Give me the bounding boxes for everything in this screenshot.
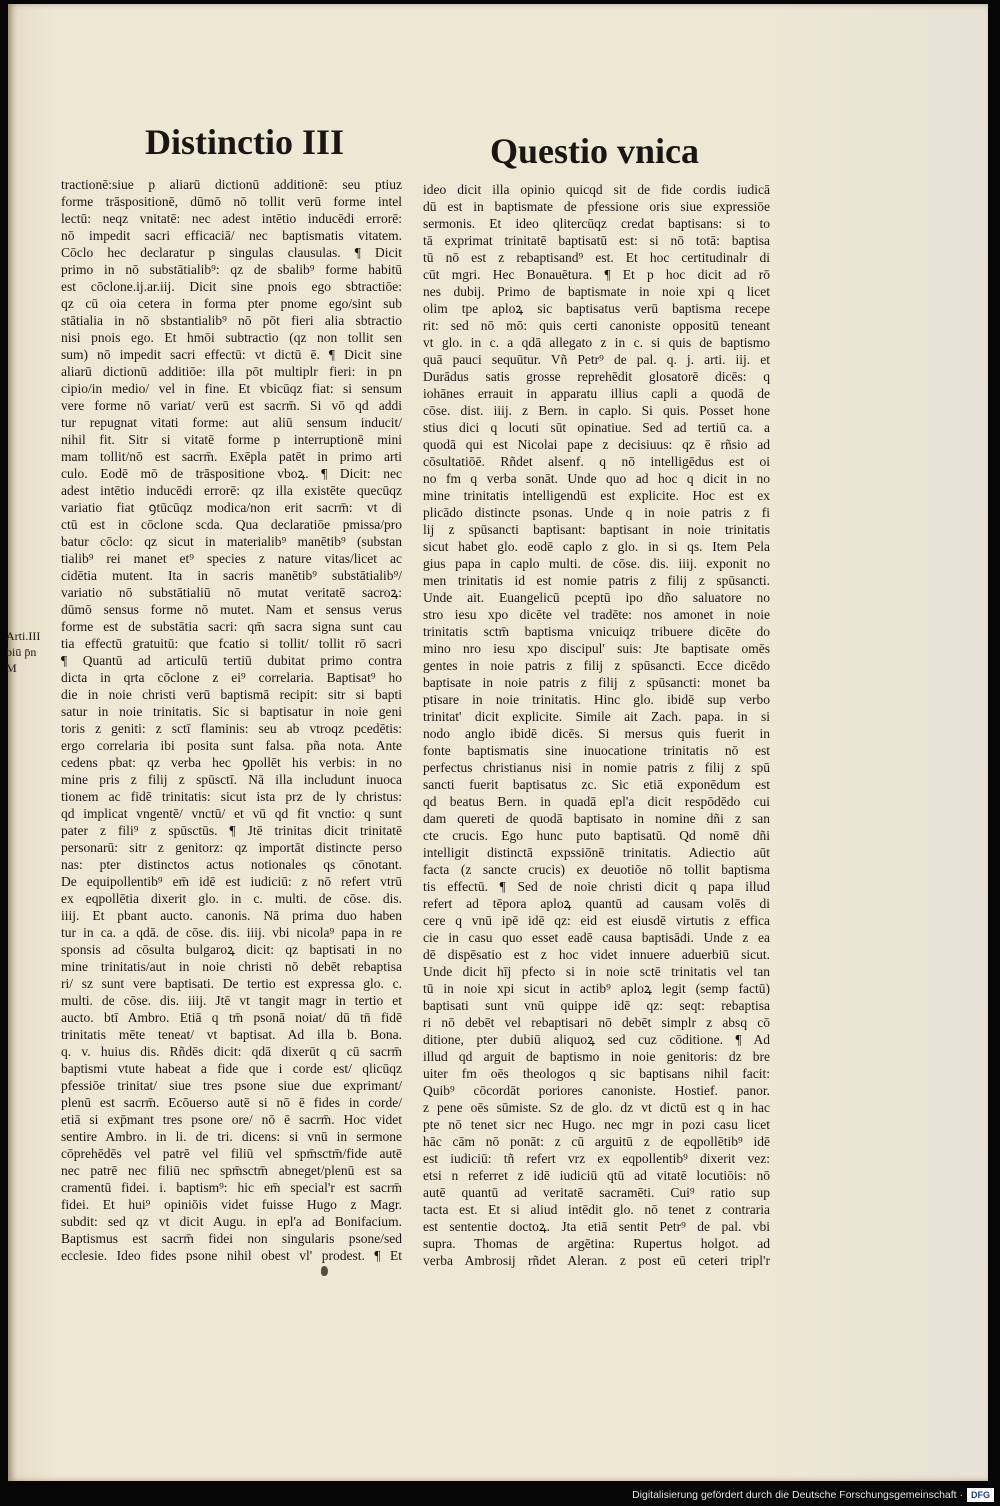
text-line: nisi pnois ego. Et hmōi subtractio (qz non tollit sen	[61, 330, 402, 345]
text-line: cramentū fidei. i. baptism⁹: hic em̄ special'r est sacrm̄	[61, 1180, 402, 1195]
text-line: dam quereti de quodā baptisato in nomine dñi z san	[423, 811, 770, 826]
text-line: fidei. Et hui⁹ opiniōis videt fuisse Hugo z Magr.	[61, 1197, 402, 1212]
text-line: mine trinitatis intelligendū est explicite. Hoc est ex	[423, 488, 770, 503]
text-line: etsi n referret z idē iudiciū qtū ad vitatē locutiōis: nō	[423, 1168, 770, 1183]
text-line: tia effectū gratuitū: que fcatio si tollit/ tollit rō sacri	[61, 636, 402, 651]
text-line: etiā si exp̄mant tres psone ore/ nō ē sacrm̄. Hoc videt	[61, 1112, 402, 1127]
text-line: tialib⁹ rei manet et⁹ species z nature vitas/licet ac	[61, 551, 402, 566]
text-line: ptisare in noie trinitatis. Hinc glo. ibidē sup verbo	[423, 692, 770, 707]
text-line: quodā qui est Nicolai pape z decisiuus: qz ē rñsio ad	[423, 437, 770, 452]
text-line: pater z fili⁹ z spūsctūs. ¶ Jtē trinitas dicit trinitatē	[61, 823, 402, 838]
text-line: rit: sed nō mō: quis certi canoniste oppositū teneant	[423, 318, 770, 333]
text-line: De equipollentib⁹ em̄ idē est iudiciū: z nō refert vtrū	[61, 874, 402, 889]
text-line: stius dici q locuti sūt opinatiue. Sed ad tertiū ca. a	[423, 420, 770, 435]
text-line: mino nro iesu xpo discipul' suis: Jte baptisate omēs	[423, 641, 770, 656]
text-line: ctū est in cōclone scda. Qua declaratiōe pmissa/pro	[61, 517, 402, 532]
text-line: gius papa in caplo multi. de cōse. dis. iiij. exponit no	[423, 556, 770, 571]
dfg-logo: DFG	[967, 1488, 994, 1502]
text-line: baptisate in noie patris z filij z spūsancti: monet ba	[423, 675, 770, 690]
text-line: dū est in baptismate de pfessione oris siue expressiōe	[423, 199, 770, 214]
text-line: ex eqpollētia dixerit glo. in c. multi. de cōse. dis.	[61, 891, 402, 906]
text-line: ri/ sz sunt vere baptisati. De tertio est expressa glo. c.	[61, 976, 402, 991]
text-line: qz cū oia cetera in forma pter pnome ego/sint sub	[61, 296, 402, 311]
text-line: sum) nō impedit sacri effectū: vt dictū ē. ¶ Dicit sine	[61, 347, 402, 362]
text-line: die in noie christi verū baptismā recipit: sitr si bapti	[61, 687, 402, 702]
text-line: men trinitatis id est nomie patris z filij z spūsancti.	[423, 573, 770, 588]
text-line: forme trāspositionē, dūmō nō tollit verū forme intel	[61, 194, 402, 209]
text-line: fonte baptismatis sine inuocatione trinitatis nō est	[423, 743, 770, 758]
text-line: cipio/in medio/ vel in fine. Et vbicūqz fiat: si sensum	[61, 381, 402, 396]
text-line: tū in noie xpi sicut in actib⁹ aploꝝ legit (semp factū)	[423, 981, 770, 996]
text-line: stro iesu xpo dicēte vel tradēte: nos amonet in noie	[423, 607, 770, 622]
text-line: ¶ Quantū ad articulū tertiū dubitat primo contra	[61, 653, 402, 668]
text-line: mam tollit/nō est sacrm̄. Exēpla patēt in primo arti	[61, 449, 402, 464]
text-line: sicut habet glo. eodē caplo z glo. in si qs. Item Pela	[423, 539, 770, 554]
text-line: qd implicat vngentē/ vnctū/ et vū qd fit vnctio: q sunt	[61, 806, 402, 821]
text-line: tis effectū. ¶ Sed de noie christi dicit q papa illud	[423, 879, 770, 894]
text-line: aucto. btī Ambro. Etiā q tm̄ psonā noiat/ dū tn̄ fidē	[61, 1010, 402, 1025]
text-line: ergo correlaria ibi posita sunt falsa. pña nota. Ante	[61, 738, 402, 753]
text-line: ecclesie. Ideo fides psone nihil obest vl' prodest. ¶ Et	[61, 1248, 402, 1263]
margin-note	[6, 628, 58, 676]
text-line: cidētia mutent. Ita in sacris manētib⁹ substātialib⁹/	[61, 568, 402, 583]
text-line: sponsis ad cōsulta bulgaroꝝ dicit: qz baptisati in no	[61, 942, 402, 957]
credit-text: Digitalisierung gefördert durch die Deutsche Forschungsgemeinschaft ·	[632, 1489, 963, 1501]
text-line: trinitatis mēte teneat/ vt baptisat. Ad illa b. Bona.	[61, 1027, 402, 1042]
text-line: forme est de substātia sacri: qm̄ sacra signa sunt cau	[61, 619, 402, 634]
text-line: nes dubij. Primo de baptismate in noie xpi q licet	[423, 284, 770, 299]
text-line: hāc cām nō ponāt: z cū arguitū z de eqpollētib⁹ idē	[423, 1134, 770, 1149]
text-line: trinitatis sctm̄ baptisma vnicuiqz tribuere dicēte do	[423, 624, 770, 639]
text-line: uiter fm oēs theologos q sic baptisans nihil facit:	[423, 1066, 770, 1081]
text-line: tractionē:siue p aliarū dictionū additionē: seu ptiuz	[61, 177, 402, 192]
text-line: plenū est sacrm̄. Ecōuerso autē si nō ē fides in corde/	[61, 1095, 402, 1110]
digitization-credit	[632, 1487, 994, 1503]
text-line: est cōclone.ij.ar.iij. Dicit sine pnois ego sbtractiōe:	[61, 279, 402, 294]
text-line: toris z geniti: z sctī flaminis: seu ab vtroqz pcedētis:	[61, 721, 402, 736]
text-line: Durādus satis grosse reprehēdit glosatorē dicēs: q	[423, 369, 770, 384]
text-line: cōse. dist. iiij. z Bern. in caplo. Si quis. Posset hone	[423, 403, 770, 418]
text-line: dē dispēsatio est z hoc videt innuere aduerbiū sicut.	[423, 947, 770, 962]
text-line: vt glo. in c. a qdā allegato z in c. si quis de baptismo	[423, 335, 770, 350]
text-line: cie in casu quo esset eadē causa baptisādi. Unde z ea	[423, 930, 770, 945]
text-line: Unde dicit hīj pfecto si in noie sctē trinitatis vel tan	[423, 964, 770, 979]
text-line: Unde ait. Euangelicū pceptū ipo dño saluatore no	[423, 590, 770, 605]
text-line: Cōclo hec declaratur p singulas clausulas. ¶ Dicit	[61, 245, 402, 260]
text-line: variatio fiat ꝯtūcūqz modica/non erit sacrm̄: vt di	[61, 500, 402, 515]
text-line: tū nō est z rebaptisand⁹ est. Et hoc certitudinalr di	[423, 250, 770, 265]
text-line: cte crucis. Ego hunc puto baptisatū. Qd nomē dñi	[423, 828, 770, 843]
text-line: gentes in noie patris z filij z spūsancti. Ecce dicēdo	[423, 658, 770, 673]
text-line: sermonis. Et ideo qlitercūqz credat baptisans: si to	[423, 216, 770, 231]
text-line: lectū: neqz vnitatē: nec adest intētio inducēdi errorē:	[61, 211, 402, 226]
text-line: batur cōclo: qz sicut in materialib⁹ manētib⁹ (substan	[61, 534, 402, 549]
text-line: cōsultatiōē. Rñdet alsenf. q nō intelligēdus est oi	[423, 454, 770, 469]
text-line: q. v. huius dis. Rñdēs dicit: qdā dixerūt q cū sacrm̄	[61, 1044, 402, 1059]
text-line: personarū: sitr z genitorz: qz importāt distincte perso	[61, 840, 402, 855]
text-line: autē quantū ad veritatē sacramēti. Cui⁹ ratio sup	[423, 1185, 770, 1200]
text-line: sancti fuerit baptisatus zc. Sic etiā exponēdum est	[423, 777, 770, 792]
text-line: refert ad tēpora aploꝝ quantū ad causam volēs di	[423, 896, 770, 911]
margin-note-line: Arti.III	[6, 629, 41, 643]
text-line: primo in nō substātialib⁹: qz de sbalib⁹ forme habitū	[61, 262, 402, 277]
text-line: qd beatus Bern. in quadā epl'a dicit respōdēdo cui	[423, 794, 770, 809]
text-line: culo. Eodē mō de trāspositione vboꝝ. ¶ Dicit: nec	[61, 466, 402, 481]
text-line: no fm q verba sonāt. Unde quo ad hoc q dicit in no	[423, 471, 770, 486]
text-line: pfessiōe trinitat/ siue tres psone siue due exprimant/	[61, 1078, 402, 1093]
right-text-column	[423, 181, 770, 1269]
text-line: mine pris z filij z spūsctī. Nā illa includunt inuoca	[61, 772, 402, 787]
text-line: nihil fit. Sitr si vitatē forme p interruptionē mini	[61, 432, 402, 447]
text-line: Quib⁹ cōcordāt poriores canoniste. Hostief. panor.	[423, 1083, 770, 1098]
text-line: tacta est. Et si aliud intēdit glo. nō tenet z contraria	[423, 1202, 770, 1217]
text-line: olim tpe aploꝝ sic baptisatus verū baptisma recepe	[423, 301, 770, 316]
text-line: Baptismus est sacrm̄ fidei non singularis psone/sed	[61, 1231, 402, 1246]
text-line: cūt mgri. Hec Bonauētura. ¶ Et p hoc dicit ad rō	[423, 267, 770, 282]
text-line: dicta in qrta cōclone z ei⁹ correlaria. Baptisat⁹ ho	[61, 670, 402, 685]
text-line: ideo dicit illa opinio quicqd sit de fide cordis iudicā	[423, 182, 770, 197]
text-line: mine trinitatis/aut in noie christi nō debēt rebaptisa	[61, 959, 402, 974]
text-line: satur in noie trinitatis. Sic si baptisatur in noie geni	[61, 704, 402, 719]
text-line: cere q vnū ipē idē qz: eid est eiusdē virtutis z effica	[423, 913, 770, 928]
text-line: nō impedit sacri efficaciā/ nec baptismatis vitatem.	[61, 228, 402, 243]
text-line: plicādo distincte psonas. Unde q in noie patris z fi	[423, 505, 770, 520]
running-head-questio: Questio vnica	[490, 131, 700, 171]
text-line: ri nō debēt vel rebaptisari nō debēt simplr z absq cō	[423, 1015, 770, 1030]
text-line: adest intētio inducēdi errorē: qz illa existēte quecūqz	[61, 483, 402, 498]
margin-note-line: M	[6, 661, 17, 675]
text-line: tur repugnat vitati forme: aut aliū sensum inducit/	[61, 415, 402, 430]
text-line: iiij. Et pbant aucto. canonis. Nā prima duo haben	[61, 908, 402, 923]
margin-note-line: biū p̄n	[6, 645, 37, 659]
text-line: cedens pbat: qz verba hec ꝯpollēt his verbis: in no	[61, 755, 402, 770]
text-line: stātialia in nō sbstantialib⁹ nō pōt fieri alia sbtractio	[61, 313, 402, 328]
text-line: tā exprimat trinitatē baptisatū est: si nō totā: baptisa	[423, 233, 770, 248]
text-line: tur in ca. a qdā. de cōse. dis. iiij. vbi nicola⁹ papa in re	[61, 925, 402, 940]
left-text-column	[61, 176, 402, 1264]
text-line: verba Ambrosij rñdet Aleran. z post eū ceteri tripl'r	[423, 1253, 770, 1268]
text-line: variatio nō substātialiū nō mutat veritatē sacroꝝ:	[61, 585, 402, 600]
text-line: dūmō sensus forme nō mutet. Nam et sensus verus	[61, 602, 402, 617]
text-line: nec patrē nec filiū nec spm̄sctm̄ abneget/plenū est sa	[61, 1163, 402, 1178]
text-line: quā pauci sequūtur. Vñ Petr⁹ de pal. q. j. arti. iij. et	[423, 352, 770, 367]
text-line: perfectus christianus nisi in nomie patris z filij z spū	[423, 760, 770, 775]
text-line: est iudiciū: tñ refert vrz ex eqpollentib⁹ dixerit vez:	[423, 1151, 770, 1166]
text-line: trinitat' dicit explicite. Simile ait Zach. papa. in si	[423, 709, 770, 724]
text-line: lij z spūsancti baptisant: baptisant in noie trinitatis	[423, 522, 770, 537]
text-line: intelligit distinctā expssiōnē trinitatis. Adiectio aūt	[423, 845, 770, 860]
text-line: supra. Thomas de argētina: Rupertus holgot. ad	[423, 1236, 770, 1251]
text-line: baptisati sunt vnū quippe idē qz: seqt: rebaptisa	[423, 998, 770, 1013]
text-line: sentire Ambro. in li. de tri. dicens: si vnū in sermone	[61, 1129, 402, 1144]
text-line: nodo anglo ibidē dicēs. Si mersus quis fuerit in	[423, 726, 770, 741]
text-line: multi. de cōse. dis. iiij. Jtē vt tangit magr in tertio et	[61, 993, 402, 1008]
text-line: pte nō tenet sicr nec Hugo. nec mgr in pozi casu licet	[423, 1117, 770, 1132]
text-line: tionem ac fidē trinitatis: sicut ista prz de ly christus:	[61, 789, 402, 804]
text-line: facta (z sancte crucis) ex deuotiōe nō tollit baptisma	[423, 862, 770, 877]
running-head-distinctio: Distinctio III	[145, 122, 345, 162]
text-line: nas: pter distinctos actus notionales qs cōnotant.	[61, 857, 402, 872]
text-line: cōprehēdēs vel patrē vel filiū vel spm̄sctm̄/fide autē	[61, 1146, 402, 1161]
ink-mark	[321, 1266, 328, 1276]
text-line: ditione, pter dubiū aliquoꝝ sed cuz cōditione. ¶ Ad	[423, 1032, 770, 1047]
text-line: vere forme nō variat/ verū est sacrm̄. Si vō qd addi	[61, 398, 402, 413]
text-line: z pene oēs sūmiste. Sz de glo. dz vt dictū est q in hac	[423, 1100, 770, 1115]
text-line: illud qd arguit de baptismo in noie genitoris: dz bre	[423, 1049, 770, 1064]
text-line: subdit: sed qz vt dicit Augu. in epl'a ad Bonifacium.	[61, 1214, 402, 1229]
text-line: est sententie doctoꝝ. Jta etiā sentit Petr⁹ de pal. vbi	[423, 1219, 770, 1234]
text-line: baptismi vtute habeat a fide que i corde est/ qlicūqz	[61, 1061, 402, 1076]
text-line: iohānes errauit in apparatu illius capli a quodā de	[423, 386, 770, 401]
text-line: aliarū dictionū additiōe: illa pōt multiplr fieri: in pn	[61, 364, 402, 379]
